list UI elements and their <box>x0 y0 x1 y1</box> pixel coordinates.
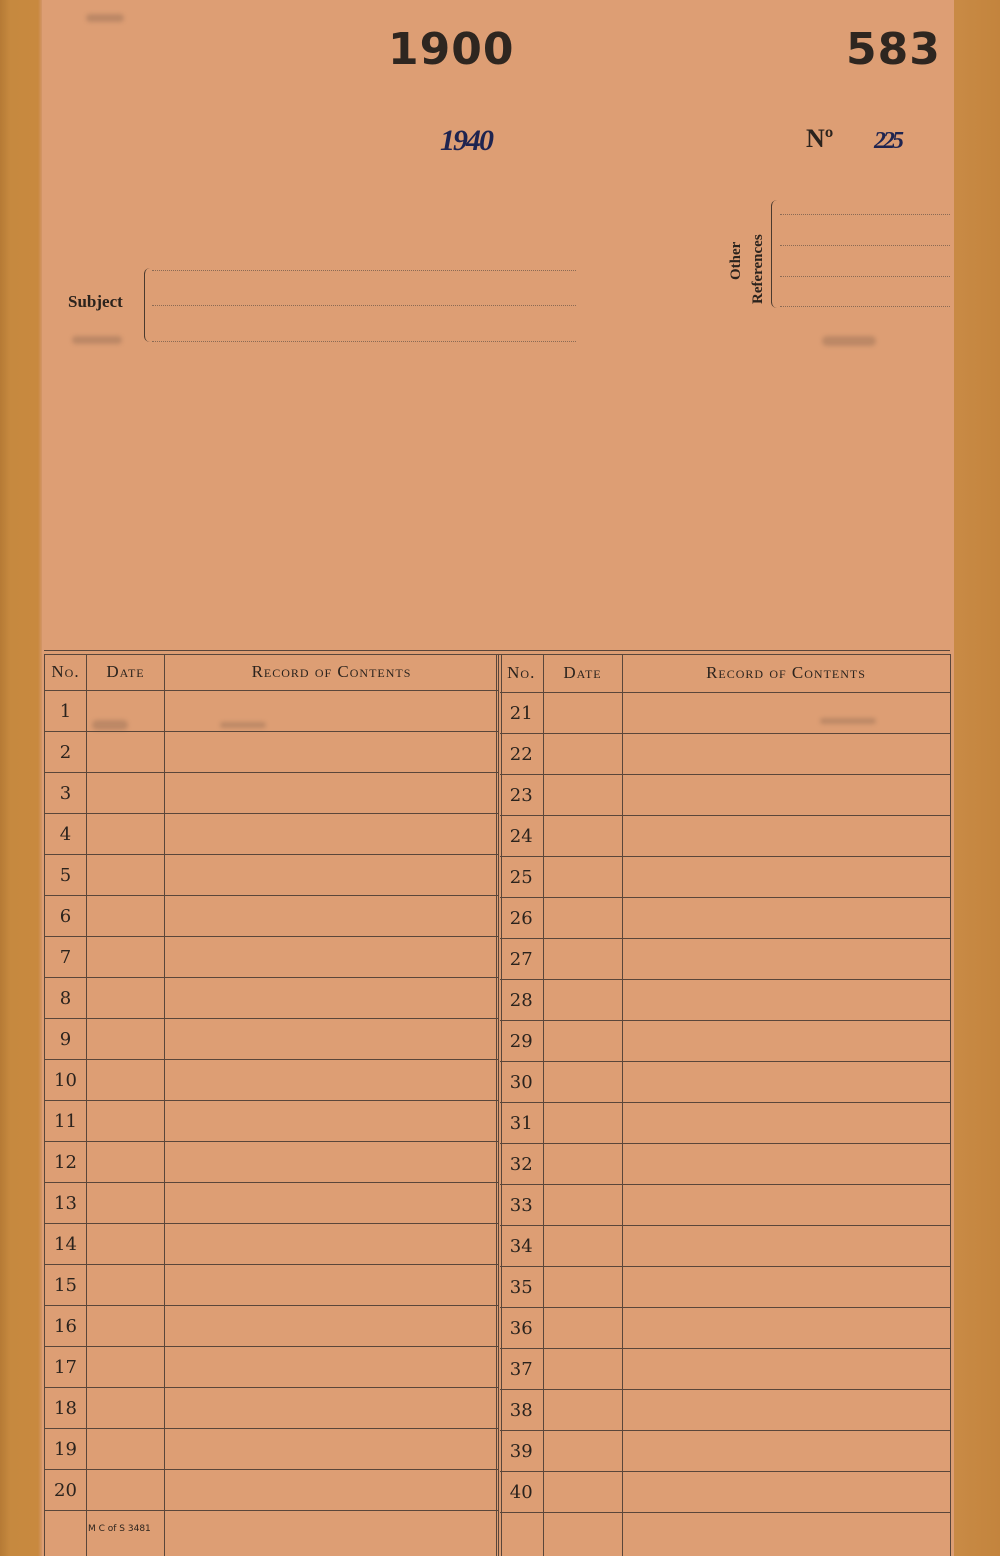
subject-line-1[interactable] <box>152 270 576 271</box>
record-cell[interactable] <box>622 939 950 980</box>
date-cell[interactable] <box>543 1103 622 1144</box>
row-number: 24 <box>500 816 543 857</box>
record-cell[interactable] <box>622 1349 950 1390</box>
smudge <box>86 14 124 22</box>
row-number: 25 <box>500 857 543 898</box>
row-number: 7 <box>45 937 87 978</box>
row-number: 33 <box>500 1185 543 1226</box>
record-cell[interactable] <box>622 1513 950 1556</box>
col-date-header: Date <box>87 654 165 691</box>
record-cell[interactable] <box>165 1101 499 1142</box>
table-row <box>500 1062 950 1103</box>
table-row <box>45 814 499 855</box>
record-cell[interactable] <box>622 1021 950 1062</box>
subject-label: Subject <box>68 292 123 311</box>
smudge <box>822 336 876 346</box>
table-row <box>45 1429 499 1470</box>
table-row <box>45 1388 499 1429</box>
date-cell[interactable] <box>543 1185 622 1226</box>
col-no-header: No. <box>45 654 87 691</box>
date-cell[interactable] <box>87 732 165 773</box>
struck-year: 1940 <box>440 124 492 157</box>
references-label: References <box>750 234 766 304</box>
table-row <box>500 939 950 980</box>
stamp-year: 1900 <box>388 24 515 75</box>
date-cell[interactable] <box>543 1390 622 1431</box>
row-number: 36 <box>500 1308 543 1349</box>
col-record-header: Record of Contents <box>622 654 950 693</box>
subject-line-2[interactable] <box>152 305 576 306</box>
row-number <box>500 1513 543 1556</box>
record-cell[interactable] <box>622 1308 950 1349</box>
date-cell[interactable] <box>543 1062 622 1103</box>
record-cell[interactable] <box>165 1060 499 1101</box>
col-record-header: Record of Contents <box>165 654 499 691</box>
date-cell[interactable] <box>87 773 165 814</box>
record-cell[interactable] <box>165 937 499 978</box>
date-cell[interactable] <box>87 814 165 855</box>
table-row <box>45 937 499 978</box>
table-row <box>500 1021 950 1062</box>
row-number: 17 <box>45 1347 87 1388</box>
record-cell[interactable] <box>622 1185 950 1226</box>
date-cell[interactable] <box>543 734 622 775</box>
table-row <box>500 1349 950 1390</box>
record-cell[interactable] <box>622 816 950 857</box>
date-cell[interactable] <box>87 1306 165 1347</box>
smudge <box>72 336 122 344</box>
col-no-header: No. <box>500 654 543 693</box>
date-cell[interactable] <box>87 896 165 937</box>
table-row <box>500 1144 950 1185</box>
row-number: 37 <box>500 1349 543 1390</box>
row-number: 15 <box>45 1265 87 1306</box>
record-cell[interactable] <box>165 1142 499 1183</box>
form-code: M C of S 3481 <box>88 1524 151 1534</box>
table-row <box>500 980 950 1021</box>
table-row <box>500 693 950 734</box>
reference-line-1[interactable] <box>780 214 950 215</box>
date-cell[interactable] <box>87 1265 165 1306</box>
table-row <box>45 1101 499 1142</box>
date-cell[interactable] <box>87 1183 165 1224</box>
record-cell[interactable] <box>165 1429 499 1470</box>
table-row <box>500 1103 950 1144</box>
date-cell[interactable] <box>543 1144 622 1185</box>
record-cell[interactable] <box>622 1390 950 1431</box>
table-row <box>500 1431 950 1472</box>
record-cell[interactable] <box>622 775 950 816</box>
table-row <box>500 1185 950 1226</box>
row-number: 38 <box>500 1390 543 1431</box>
table-row <box>45 1019 499 1060</box>
subject-brace <box>144 268 151 342</box>
record-cell[interactable] <box>622 1226 950 1267</box>
record-cell[interactable] <box>165 814 499 855</box>
table-row <box>45 773 499 814</box>
record-cell[interactable] <box>165 1511 499 1556</box>
table-row <box>500 734 950 775</box>
table-row <box>45 1060 499 1101</box>
row-number: 1 <box>45 691 87 732</box>
table-row <box>500 857 950 898</box>
record-cell[interactable] <box>165 978 499 1019</box>
row-number: 40 <box>500 1472 543 1513</box>
date-cell[interactable] <box>87 937 165 978</box>
record-cell[interactable] <box>165 773 499 814</box>
row-number: 6 <box>45 896 87 937</box>
date-cell[interactable] <box>87 691 165 732</box>
date-cell[interactable] <box>87 1060 165 1101</box>
row-number: 14 <box>45 1224 87 1265</box>
record-cell[interactable] <box>622 734 950 775</box>
row-number: 12 <box>45 1142 87 1183</box>
row-number <box>45 1511 87 1556</box>
table-row <box>500 1513 950 1556</box>
record-cell[interactable] <box>622 693 950 734</box>
table-row <box>45 978 499 1019</box>
date-cell[interactable] <box>543 1349 622 1390</box>
other-label: Other <box>728 241 744 280</box>
row-number: 8 <box>45 978 87 1019</box>
row-number: 20 <box>45 1470 87 1511</box>
row-number: 22 <box>500 734 543 775</box>
record-cell[interactable] <box>622 980 950 1021</box>
date-cell[interactable] <box>543 1267 622 1308</box>
row-number: 21 <box>500 693 543 734</box>
table-row <box>45 1183 499 1224</box>
row-number: 23 <box>500 775 543 816</box>
row-number: 2 <box>45 732 87 773</box>
row-number: 34 <box>500 1226 543 1267</box>
record-cell[interactable] <box>165 1183 499 1224</box>
record-cell[interactable] <box>622 1103 950 1144</box>
date-cell[interactable] <box>543 1308 622 1349</box>
row-number: 28 <box>500 980 543 1021</box>
row-number: 39 <box>500 1431 543 1472</box>
table-row <box>500 1390 950 1431</box>
stamp-number: 583 <box>846 24 941 75</box>
row-number: 5 <box>45 855 87 896</box>
record-cell[interactable] <box>165 691 499 732</box>
row-number: 30 <box>500 1062 543 1103</box>
table-row <box>500 1226 950 1267</box>
record-cell[interactable] <box>165 1019 499 1060</box>
record-cell[interactable] <box>622 1062 950 1103</box>
record-cell[interactable] <box>165 732 499 773</box>
table-row <box>45 732 499 773</box>
table-row <box>500 816 950 857</box>
row-number: 16 <box>45 1306 87 1347</box>
date-cell[interactable] <box>543 1021 622 1062</box>
row-number: 18 <box>45 1388 87 1429</box>
table-row <box>45 1470 499 1511</box>
reference-line-4[interactable] <box>780 306 950 307</box>
number-label: Nº <box>806 124 834 153</box>
record-cell[interactable] <box>622 1431 950 1472</box>
date-cell[interactable] <box>87 1429 165 1470</box>
table-row <box>45 1265 499 1306</box>
table-row <box>500 775 950 816</box>
row-number: 19 <box>45 1429 87 1470</box>
date-cell[interactable] <box>543 1472 622 1513</box>
col-date-header: Date <box>543 654 622 693</box>
date-cell[interactable] <box>87 1019 165 1060</box>
reference-line-2[interactable] <box>780 245 950 246</box>
row-number: 31 <box>500 1103 543 1144</box>
row-number: 26 <box>500 898 543 939</box>
table-row <box>45 691 499 732</box>
date-cell[interactable] <box>87 1347 165 1388</box>
date-cell[interactable] <box>87 1470 165 1511</box>
date-cell[interactable] <box>543 1431 622 1472</box>
record-cell[interactable] <box>165 1224 499 1265</box>
table-row <box>45 855 499 896</box>
date-cell[interactable] <box>87 1101 165 1142</box>
table-row <box>500 898 950 939</box>
reference-line-3[interactable] <box>780 276 950 277</box>
table-row <box>500 1472 950 1513</box>
record-cell[interactable] <box>165 855 499 896</box>
date-cell[interactable] <box>543 816 622 857</box>
record-cell[interactable] <box>622 898 950 939</box>
row-number: 4 <box>45 814 87 855</box>
date-cell[interactable] <box>543 775 622 816</box>
record-cell[interactable] <box>622 857 950 898</box>
date-cell[interactable] <box>87 1142 165 1183</box>
table-row <box>45 896 499 937</box>
date-cell[interactable] <box>543 898 622 939</box>
date-cell[interactable] <box>543 1226 622 1267</box>
record-table-left <box>44 654 499 1556</box>
date-cell[interactable] <box>543 857 622 898</box>
table-row <box>500 1267 950 1308</box>
struck-number: 225 <box>874 128 901 154</box>
record-cell[interactable] <box>165 1347 499 1388</box>
date-cell[interactable] <box>87 978 165 1019</box>
record-cell[interactable] <box>165 1388 499 1429</box>
date-cell[interactable] <box>87 855 165 896</box>
row-number: 32 <box>500 1144 543 1185</box>
row-number: 35 <box>500 1267 543 1308</box>
date-cell[interactable] <box>543 980 622 1021</box>
subject-line-3[interactable] <box>152 341 576 342</box>
other-references-label <box>716 200 776 310</box>
record-cell[interactable] <box>622 1472 950 1513</box>
row-number: 27 <box>500 939 543 980</box>
record-table-right <box>500 654 951 1556</box>
record-cell[interactable] <box>165 1265 499 1306</box>
date-cell[interactable] <box>543 693 622 734</box>
row-number: 29 <box>500 1021 543 1062</box>
row-number: 10 <box>45 1060 87 1101</box>
record-cell[interactable] <box>165 1470 499 1511</box>
table-row <box>500 1308 950 1349</box>
table-row <box>45 1142 499 1183</box>
references-brace <box>771 200 778 308</box>
table-row <box>45 1347 499 1388</box>
record-cell[interactable] <box>622 1144 950 1185</box>
row-number: 11 <box>45 1101 87 1142</box>
date-cell[interactable] <box>543 1513 622 1556</box>
table-row <box>45 1224 499 1265</box>
date-cell[interactable] <box>543 939 622 980</box>
date-cell[interactable] <box>87 1388 165 1429</box>
table-row <box>45 1306 499 1347</box>
row-number: 13 <box>45 1183 87 1224</box>
row-number: 9 <box>45 1019 87 1060</box>
row-number: 3 <box>45 773 87 814</box>
date-cell[interactable] <box>87 1224 165 1265</box>
record-cell[interactable] <box>165 896 499 937</box>
record-cell[interactable] <box>622 1267 950 1308</box>
record-cell[interactable] <box>165 1306 499 1347</box>
